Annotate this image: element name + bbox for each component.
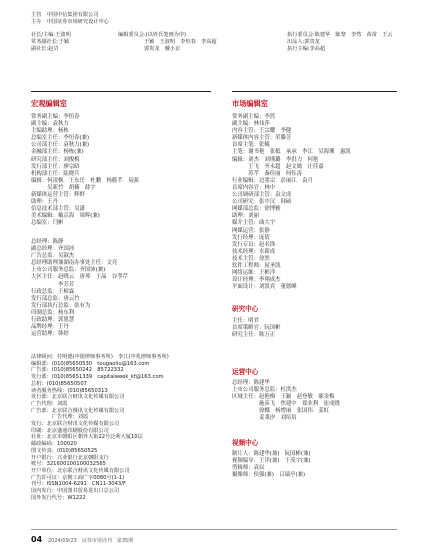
text-line: 开户单位：北京联合财讯文化传媒有限公司 <box>31 467 130 474</box>
macro-contacts-list <box>31 239 128 338</box>
text-line: 王飞 齐永超 赵文嫣 汪佳嘉 <box>232 163 324 170</box>
text-line: 主管 中国中信集团有限公司 <box>31 12 99 18</box>
text-line: 首席策略官：阮国彬 <box>232 325 281 332</box>
text-line: 媒介主管：曲大宇 <box>232 220 276 227</box>
text-line: 助理：刘丽 <box>232 213 259 220</box>
text-line: 发行部执行总监：张有为 <box>31 302 91 309</box>
text-line: 总机：(010)85650507 <box>31 380 87 387</box>
text-line: 编辑：何凌枫 王东岳 杜鹏 杨筱芊 易强 <box>31 177 139 184</box>
text-line: 公司调研部主管：袁文成 <box>232 192 292 199</box>
text-line: 机构部主任：陆晓兵 <box>31 170 80 177</box>
header-column-2 <box>118 12 217 52</box>
page-number: 04 <box>31 535 43 544</box>
text-line: 社长/主编:王波明 <box>31 32 71 39</box>
text-line: 区域主任：赵艳梅 王颖 赵登敏 郝金梅 <box>232 394 335 401</box>
text-line: 设计经理：李翔成杰 <box>232 277 281 284</box>
text-line: 主办 中国证券市场研究设计中心 <box>31 18 109 25</box>
text-line: 发行部：(010)85651339 capitalweek_kf@163.com <box>31 374 164 381</box>
video-list <box>232 451 311 479</box>
text-line: 新媒体内容主管：荣滕芳 <box>232 135 292 142</box>
text-line: 常务副主编：李恒春 <box>31 114 80 120</box>
text-line: 主任：明君 <box>232 318 259 324</box>
text-line: 副主编：林伟萍 <box>232 121 270 128</box>
text-line: 上市公司服务总监：齐国沛(兼) <box>31 267 106 274</box>
text-line: 账号：321600100100032565 <box>31 461 106 468</box>
text-line: 副总经理：齐国沛 <box>31 246 75 253</box>
text-line: 公司部主任：袁秋力(兼) <box>31 142 90 149</box>
text-line: 行政总监：王樟霖 <box>31 288 75 295</box>
text-line: 主编助理：杨栋 <box>31 128 69 135</box>
text-line: 刊号：ISSN1004-6291 CN11-3043/F <box>31 481 126 488</box>
header-rule-left <box>31 91 211 92</box>
text-line: 徐娜 杨增丽 张国伟 姜虹 <box>232 408 330 415</box>
text-line: 技术主管：徐然 <box>232 255 270 262</box>
text-line: 执行主编:李高超 <box>287 45 326 52</box>
operations-section-title: 运营中心 <box>232 368 259 376</box>
text-line: 研究部主任：刘俊梅 <box>31 156 80 163</box>
text-line: 执行委员会:陈建华 陈黎 李然 苗苗 王云 <box>287 32 393 39</box>
text-line <box>118 19 217 26</box>
macro-section-title: 宏观编辑室 <box>31 99 67 108</box>
text-line: 开户银行：兴业银行北京朝阳支行 <box>31 454 109 461</box>
text-line: 常务副社长:于颖 <box>31 38 70 45</box>
text-line: 广告许可证：京朝工商广字0080号(1-1) <box>31 474 125 481</box>
text-line: 社址：北京市朝阳区朝外大街22号泛利大厦10层 <box>31 434 143 441</box>
text-line: 运营助理：韩婷 <box>31 331 69 338</box>
text-line: 副主编：袁秋力 <box>31 121 69 128</box>
text-line: 行政助理：郭恩慧 <box>31 317 75 324</box>
text-line: 总编室主任：李恒春(兼) <box>31 135 90 142</box>
text-line: 姜秉汐 刘培培 <box>232 415 297 422</box>
text-line: 总编室：闫彬 <box>31 220 64 227</box>
text-line: 首席主笔：张鲲 <box>232 142 270 149</box>
text-line: 发行经理：庞倩 <box>232 234 270 241</box>
text-line: 于颖 王波明 李恒春 李高超 <box>118 38 217 45</box>
text-line: 行业编辑：边墨宗 彭丽江 袁月 <box>232 177 313 184</box>
research-section-title: 研究中心 <box>232 305 259 313</box>
text-line: 主笔：谢书艳 张柢 承承 李江 吴海珊 惠凯 <box>232 149 351 156</box>
text-line: 摄像师：侯强(兼) 吕瑞亭(兼) <box>232 472 306 479</box>
text-line: 助理：王丹 <box>31 199 58 206</box>
text-line: 出品人:郭贵龙 <box>287 38 320 45</box>
text-line: 编辑：刘杰 刘瑾璐 李洪力 何艳 <box>232 156 319 163</box>
text-line: 网媒部总监：徐博雅 <box>232 206 281 213</box>
text-line: 副社长:赵岩 <box>31 45 59 52</box>
text-line <box>118 12 217 19</box>
text-line: 总经理：陈建华 <box>232 380 270 386</box>
market-section-title: 市场编辑室 <box>232 99 268 108</box>
text-line: 印刷：北京盛通印刷股份有限公司 <box>31 427 109 434</box>
text-line: 广告部：北京联合漫讯文化传媒有限公司 <box>31 407 125 414</box>
text-line: 总经理：陈静 <box>31 239 64 245</box>
text-line <box>287 19 393 26</box>
text-line: 信息技术部主管：吴潇 <box>31 206 85 213</box>
text-line: 总经理助理兼湖南办事处主任：文亮 <box>31 260 118 267</box>
text-line: 广告代理：刘霞 <box>31 414 89 421</box>
text-line: 公司研究：张中汉 韩硕 <box>232 199 292 206</box>
text-line: 印制总监：杨东利 <box>31 309 75 316</box>
video-section-title: 视频中心 <box>232 439 259 447</box>
text-line: 软件工程师：屈圣凯 <box>232 262 281 269</box>
text-line: 苏芊 秦佳丽 何钰涛 <box>232 170 303 177</box>
text-line: 国内发行：中国图书贸易进出口总公司 <box>31 488 120 495</box>
footer-info: 2024/09/23 证券市场周刊 第35期 <box>48 538 134 544</box>
text-line: 广告代理：刘霞 <box>31 400 68 407</box>
text-line: 邮政编码：100020 <box>31 441 77 448</box>
text-line: 新媒体运营主管：辉野 <box>31 192 85 199</box>
text-line: 广告总监：吴淑杰 <box>31 253 75 260</box>
text-line: 常务副主编：李然 <box>232 114 276 120</box>
text-line: 制片人：陈建华(兼) 阮国彬(兼) <box>232 451 311 457</box>
text-line: 读者服务热线：(010)85650313 <box>31 387 108 394</box>
text-line: 美术编辑：戴京海 周晖(兼) <box>31 213 100 220</box>
text-line: 大区主任：赵晓云 唐琴 王晶 谷孝芹 <box>31 274 129 281</box>
text-line: 技术经理：水新成 <box>232 248 276 255</box>
text-line <box>287 12 393 19</box>
text-line: 网络运维：王彬洋 <box>232 270 276 277</box>
text-line: 品牌经理：王丹 <box>31 324 69 331</box>
text-line: 发行部：北京联合财讯文化传媒有限公司 <box>31 394 125 401</box>
text-line: 发行专员：赵名锋 <box>232 241 276 248</box>
text-line: 平面设计：刘凯宾 董德峰 <box>232 284 297 291</box>
text-line: 首席内容官：林中 <box>232 184 276 191</box>
text-line: 内容主管：王宗耀 李健 <box>232 128 292 135</box>
text-line: 国外发行代号：W1222 <box>31 494 86 501</box>
text-line: 李芳芳 <box>31 281 75 288</box>
text-line: 研究主任：陈万正 <box>232 332 276 339</box>
text-line: 金融部主任：杨栋(兼) <box>31 149 84 156</box>
text-line: 编辑部：(010)85650530 tougaoliu@163.com <box>31 360 150 367</box>
research-list <box>232 318 281 339</box>
text-line: 法律顾问：付明德(中银律师事务所) 李江(中兆律师事务所) <box>31 354 169 360</box>
text-line: 发行：北京联合财讯文化传媒有限公司 <box>31 421 120 428</box>
text-line: 视频编导：王洋(兼) 于茂宇(兼) <box>232 458 311 465</box>
macro-staff-list <box>31 114 139 228</box>
footer-rule <box>31 529 397 530</box>
text-line: 广告部：(010)85650242 85722332 <box>31 367 124 374</box>
header-column-1 <box>31 12 109 52</box>
text-line: 上市公司服务总监：杜洪杰 <box>232 387 297 394</box>
text-line: 剪辑师：袁辰 <box>232 465 265 472</box>
text-line: 郭贵龙 戴小京 <box>118 45 181 52</box>
text-line: 发行部主任：廖宗昭 <box>31 163 80 170</box>
header-rule-right <box>232 91 397 92</box>
header-column-3 <box>287 12 393 52</box>
text-line: 施彦飞 焦建中 郑业利 崔成晓 <box>232 401 340 408</box>
text-line: 编辑委员会:(以姓氏笔画为序) <box>118 32 187 39</box>
text-line: 网媒运营：张静 <box>232 227 270 234</box>
text-line: 吴新竹 胡楠 薛宇 <box>31 184 96 191</box>
market-staff-list <box>232 114 351 291</box>
macro-legal-list <box>31 354 169 501</box>
text-line: 图文传真：(010)85650525 <box>31 447 98 454</box>
operations-list <box>232 380 340 423</box>
text-line: 发行部总监：唐云竹 <box>31 295 80 302</box>
